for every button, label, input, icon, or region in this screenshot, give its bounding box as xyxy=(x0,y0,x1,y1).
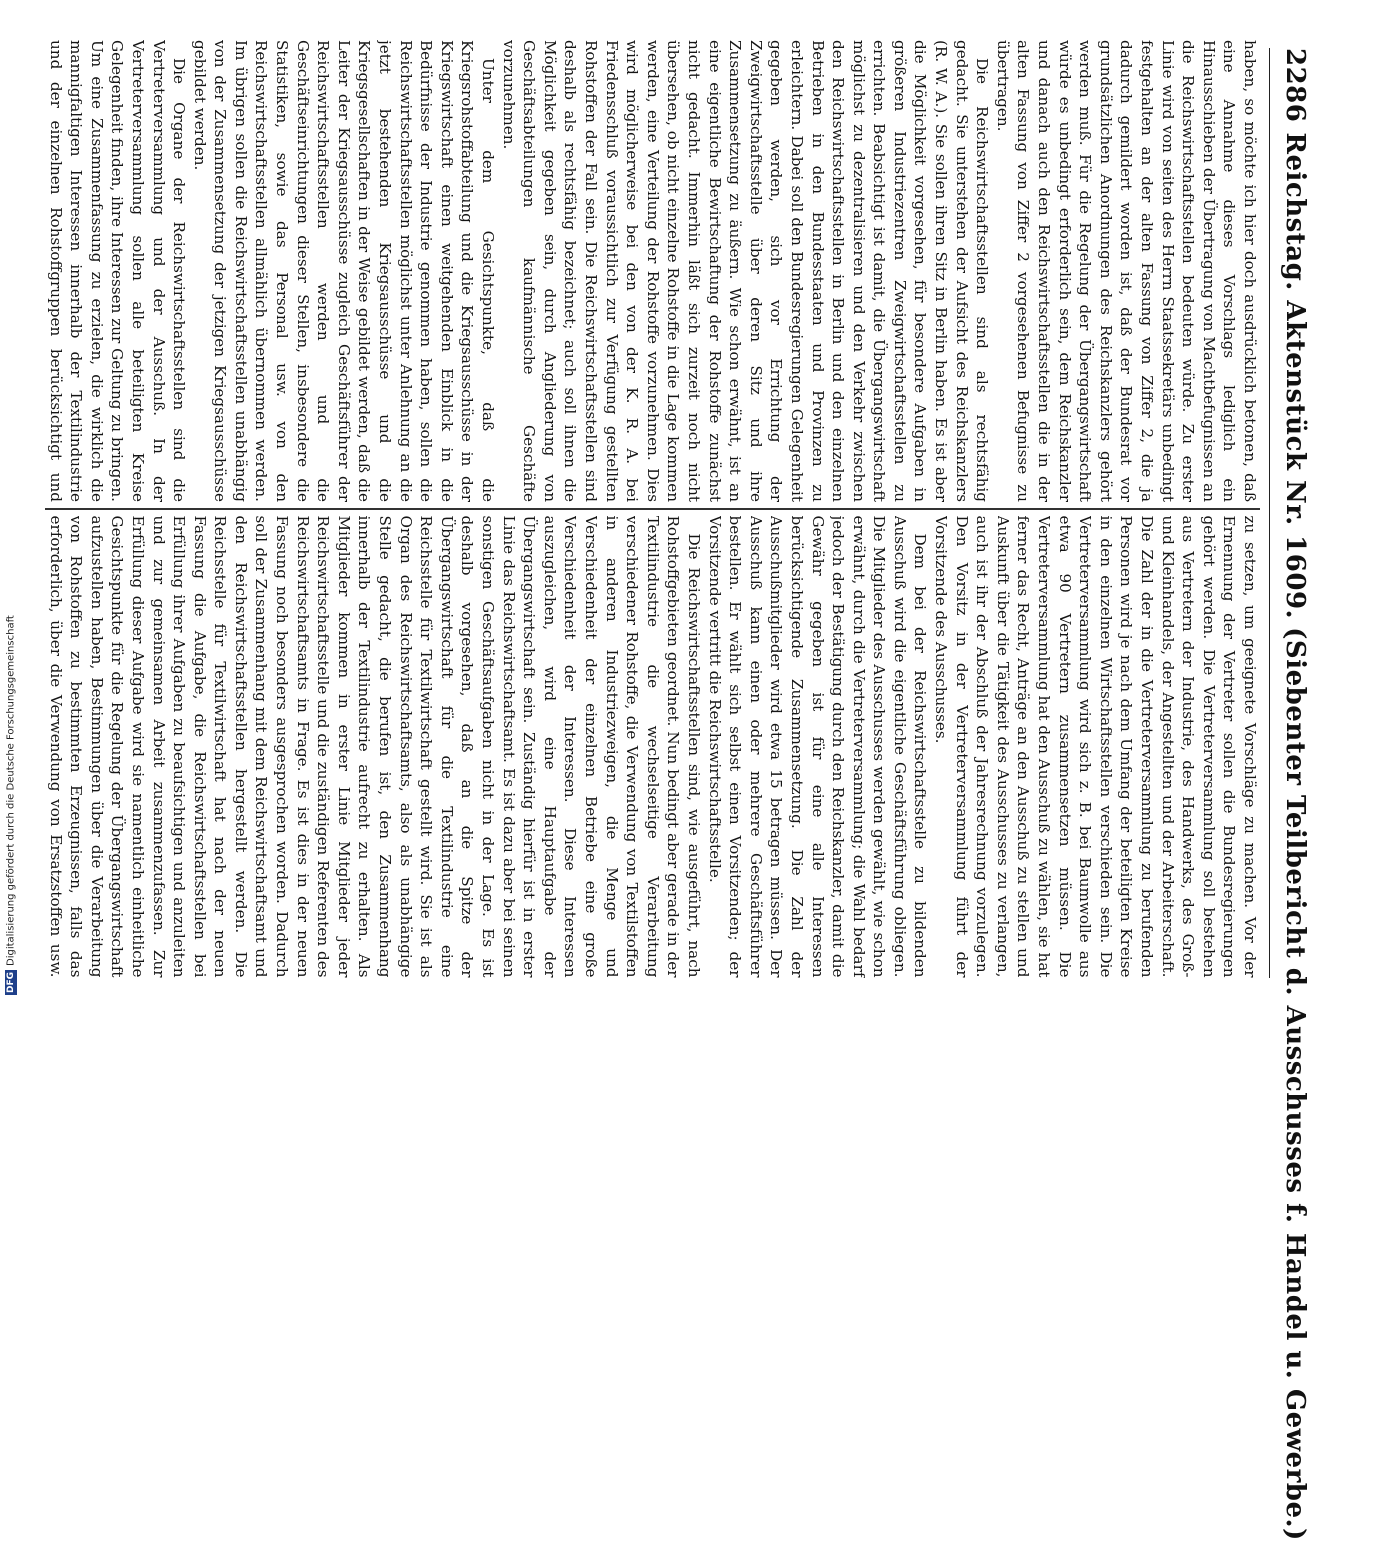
digitization-credit xyxy=(4,605,18,995)
header-subtitle: (Siebenter Teilbericht d. Ausschusses f. Handel u. Gewerbe.) xyxy=(1280,627,1310,1541)
left-column xyxy=(45,40,1260,502)
page-number: 2286 xyxy=(1280,48,1310,123)
header-title: Reichstag. Aktenstück Nr. 1609. xyxy=(1280,132,1310,620)
dfg-logo-icon: DFG xyxy=(6,971,16,993)
text-columns xyxy=(45,40,1260,980)
paragraph: Die Reichswirtschaftsstellen sind, wie ausgeführt, nach Rohstoffgebieten geordnet. Nun bedingt aber gerade in der Textilindustrie die wechselseitige Verarbeitung verschiedener Rohstoffe, die Verwendung von Textilstoffen in anderen Industriezweigen, die Menge und Verschiedenheit der einzelnen Betriebe eine große Verschiedenheit der Interessen. Diese Interessen auszugleichen, wird eine Hauptaufgabe der Übergangswirtschaft sein. Zuständig hierfür ist in erster Linie das Reichswirtschaftsamt. Es ist dazu aber bei seinen sonstigen Geschäftsaufgaben nicht in der Lage. Es ist deshalb vorgesehen, daß an die Spitze der Übergangswirtschaft für die Textilindustrie eine Reichsstelle für Textilwirtschaft gestellt wird. Sie ist als Organ des Reichswirtschaftsamts, also als unabhängige Stelle gedacht, die berufen ist, den Zusammenhang innerhalb der Textilindustrie aufrecht zu erhalten. Als Mitglieder kommen in erster Linie Mitglieder jeder Reichswirtschaftsstelle und die zuständigen Referenten des Reichswirtschaftsamts in Frage. Es ist dies in der neuen Fassung noch besonders ausgesprochen worden. Dadurch soll der Zusammenhang mit dem Reichswirtschaftsamt und den Reichswirtschaftsstellen hergestellt werden. Die Reichsstelle für Textilwirtschaft hat nach der neuen Fassung die Aufgabe, die Reichswirtschaftsstellen bei Erfüllung ihrer Aufgaben zu beaufsichtigen und anzuleiten und zur gemeinsamen Arbeit zusammenzufassen. Zur Erfüllung dieser Aufgabe wird sie namentlich einheitliche Gesichtspunkte für die Regelung der Übergangswirtschaft aufzustellen haben, Bestimmungen über die Verarbeitung von Rohstoffen zu bestimmten Erzeugnissen, falls das erforderlich, über die Verwendung von Ersatzstoffen usw. xyxy=(46,515,703,978)
paragraph: zu setzen, um geeignete Vorschläge zu machen. Vor der Ernennung der Vertreter sollen die Bundesregierungen gehört werden. Die Vertreterversammlung soll bestehen aus Vertretern der Industrie, des Handwerks, des Groß- und Kleinhandels, der Angestellten und der Arbeiterschaft. Die Zahl der in die Vertreterversammlung zu berufenden Personen wird je nach dem Umfang der beteiligten Kreise in den einzelnen Wirtschaftsstellen verschieden sein. Die Vertreterversammlung wird sich z. B. bei Baumwolle aus etwa 90 Vertretern zusammensetzen müssen. Die Vertreterversammlung hat den Ausschuß zu wählen, sie hat ferner das Recht, Anträge an den Ausschuß zu stellen und Auskunft über die Tätigkeit des Ausschusses zu verlangen, auch ist ihr der Abschluß der Jahresrechnung vorzulegen. Den Vorsitz in der Vertreterversammlung führt der Vorsitzende des Ausschusses. xyxy=(932,515,1259,978)
column-divider xyxy=(45,508,1260,510)
credit-text: Digitalisierung gefördert durch die Deutsche Forschungsgemeinschaft xyxy=(5,615,17,966)
paragraph: haben, so möchte ich hier doch ausdrücklich betonen, daß eine Annahme dieses Vorschlags lediglich ein Hinausschieben der Übertragung von Machtbefugnissen an die Reichswirtschaftsstellen bedeuten würde. Zu erster Linie wird von seiten des Herrn Staatssekretärs unbedingt festgehalten an der alten Fassung von Ziffer 2, die ja dadurch gemildert worden ist, daß der Bundesrat vor grundsätzlichen Anordnungen des Reichskanzlers gehört werden muß. Für die Regelung der Übergangswirtschaft würde es unbedingt erforderlich sein, dem Reichskanzler und danach auch den Reichswirtschaftsstellen die in der alten Fassung von Ziffer 2 vorgesehenen Befugnisse zu übertragen. xyxy=(993,40,1259,502)
paragraph: Die Reichswirtschaftsstellen sind als rechtsfähig gedacht. Sie unterstehen der Aufsicht des Reichskanzlers (R. W. A.). Sie sollen ihren Sitz in Berlin haben. Es ist aber die Möglichkeit vorgesehen, für besondere Aufgaben in größeren Industriezentren Zweigwirtschaftsstellen zu errichten. Beabsichtigt ist damit, die Übergangswirtschaft möglichst zu dezentralisieren und den Verkehr zwischen den Reichswirtschaftsstellen in Berlin und den einzelnen Betrieben in den Bundesstaaten und Provinzen zu erleichtern. Dabei soll den Bundesregierungen Gelegenheit gegeben werden, sich vor Errichtung der Zweigwirtschaftsstelle über deren Sitz und ihre Zusammensetzung zu äußern. Wie schon erwähnt, ist an eine eigentliche Bewirtschaftung der Rohstoffe zunächst nicht gedacht. Immerhin läßt sich zurzeit noch nicht übersehen, ob nicht einzelne Rohstoffe in die Lage kommen werden, eine Verteilung der Rohstoffe vorzunehmen. Dies wird möglicherweise bei den von der K. R. A. bei Friedensschluß voraussichtlich zur Verfügung gestellten Rohstoffen der Fall sein. Die Reichswirtschaftsstellen sind deshalb als rechtsfähig bezeichnet; auch soll ihnen die Möglichkeit gegeben sein, durch Angliederung von Geschäftsabteilungen kaufmännische Geschäfte vorzunehmen. xyxy=(499,40,992,502)
document-page xyxy=(20,0,1320,1541)
paragraph: Unter dem Gesichtspunkte, daß die Kriegsrohstoffabteilung und die Kriegsausschüsse in der Kriegswirtschaft einen weitgehenden Einblick in die Bedürfnisse der Industrie genommen haben, sollen die Reichswirtschaftsstellen möglichst unter Anlehnung an die jetzt bestehenden Kriegsausschüsse und die Kriegsgesellschaften in der Weise gebildet werden, daß die Leiter der Kriegsausschüsse zugleich Geschäftsführer der Reichswirtschaftsstellen werden und die Geschäftseinrichtungen dieser Stellen, insbesondere die Statistiken, sowie das Personal usw. von den Reichswirtschaftsstellen allmählich übernommen werden. Im übrigen sollen die Reichswirtschaftsstellen unabhängig von der Zusammensetzung der jetzigen Kriegsausschüsse gebildet werden. xyxy=(190,40,498,502)
paragraph: Die Organe der Reichswirtschaftsstellen sind die Vertreterversammlung und der Ausschuß. In der Vertreterversammlung sollen alle beteiligten Kreise Gelegenheit finden, ihre Interessen zur Geltung zu bringen. Um eine Zusammenfassung zu erzielen, die wirklich die mannigfaltigen Interessen innerhalb der Textilindustrie und der einzelnen Rohstoffgruppen berücksichtigt und xyxy=(46,40,189,502)
right-column xyxy=(45,516,1260,978)
page-header xyxy=(1269,48,1310,1541)
paragraph: Dem bei der Reichswirtschaftsstelle zu bildenden Ausschuß wird die eigentliche Geschäftsführung obliegen. Die Mitglieder des Ausschusses werden gewählt, wie schon erwähnt, durch die Vertreterversammlung; die Wahl bedarf jedoch der Bestätigung durch den Reichskanzler, damit die Gewähr gegeben ist für eine alle Interessen berücksichtigende Zusammensetzung. Die Zahl der Ausschußmitglieder wird etwa 15 betragen müssen. Der Ausschuß kann einen oder mehrere Geschäftsführer bestellen. Er wählt sich selbst einen Vorsitzenden; der Vorsitzende vertritt die Reichswirtschaftsstelle. xyxy=(705,515,930,978)
